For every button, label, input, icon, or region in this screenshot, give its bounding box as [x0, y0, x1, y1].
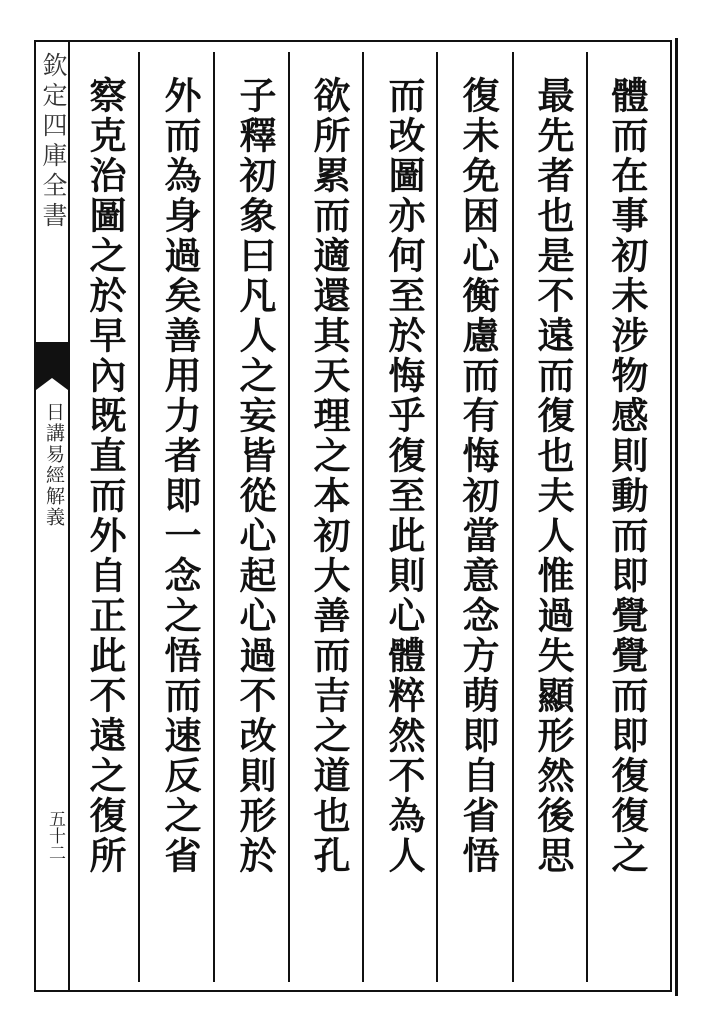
column-rule [288, 52, 290, 982]
text-column-2: 最先者也是不遠而復也夫人惟過失顯形然後思 [531, 76, 575, 876]
text-column-6: 子釋初象曰凡人之妄皆從心起心過不改則形於 [233, 76, 277, 876]
text-column-8: 察克治圖之於早內既直而外自正此不遠之復所 [83, 76, 127, 876]
text-column-7: 外而為身過矣善用力者即一念之悟而速反之省 [158, 76, 202, 876]
text-column-1: 體而在事初未涉物感則動而即覺覺而即復復之 [605, 76, 649, 876]
page-margin-column [36, 42, 70, 990]
page-number: 五十二 [45, 810, 65, 861]
column-rule [586, 52, 588, 982]
column-rule [362, 52, 364, 982]
book-title: 欽定四庫全書 [39, 52, 68, 232]
text-column-3: 復未免困心衡慮而有悔初當意念方萌即自省悟 [456, 76, 500, 876]
column-rule [213, 52, 215, 982]
fishtail-mark [36, 342, 68, 378]
section-title: 日講易經解義 [43, 402, 65, 528]
text-column-5: 欲所累而適還其天理之本初大善而吉之道也孔 [307, 76, 351, 876]
column-rule [138, 52, 140, 982]
text-column-4: 而改圖亦何至於悔乎復至此則心體粹然不為人 [382, 76, 426, 876]
column-rule [512, 52, 514, 982]
